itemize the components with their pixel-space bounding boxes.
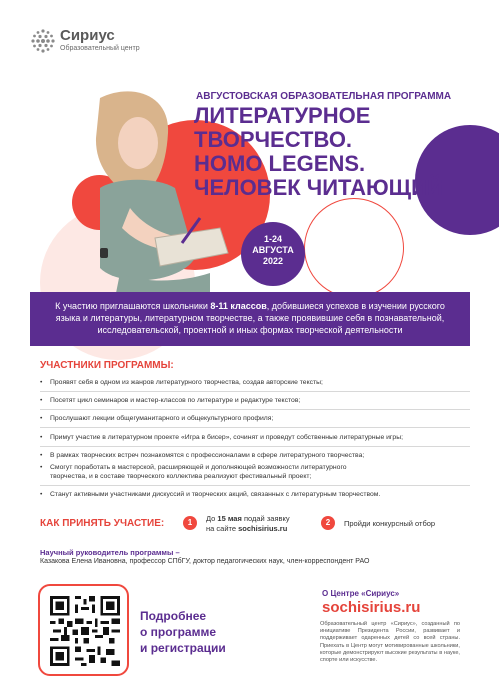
step-2-text: Пройди конкурсный отбор (344, 519, 436, 528)
supervisor-label: Научный руководитель программы – (40, 548, 180, 557)
about-site-link[interactable]: sochisirius.ru (322, 599, 421, 616)
step-1-line2: на сайте (206, 524, 239, 533)
list-divider (40, 446, 470, 447)
title-line: ТВОРЧЕСТВО. (194, 127, 353, 152)
list-divider (40, 427, 470, 428)
list-item: • Прослушают лекции общегуманитарного и общекультурного профиля; (40, 414, 470, 423)
more-line: о программе (140, 625, 217, 639)
step-1-mid: подай заявку (241, 514, 290, 523)
title-line: ЛИТЕРАТУРНОЕ (194, 103, 371, 128)
list-item: • Проявят себя в одном из жанров литературного творчества, создав авторские тексты; (40, 378, 470, 387)
about-label: О Центре «Сириус» (322, 589, 400, 598)
list-divider (40, 409, 470, 410)
date-badge (241, 222, 305, 286)
date-line: АВГУСТА (252, 245, 294, 255)
decor-ring (304, 198, 404, 298)
list-divider (40, 485, 470, 486)
how-to-participate-label: КАК ПРИНЯТЬ УЧАСТИЕ: (40, 518, 165, 529)
list-item: • Смогут поработать в мастерской, расширяющей и дополняющей возможности литературного творчества, и в составе творческого коллектива реализуют фестивальный проект; (40, 463, 370, 481)
more-line: Подробнее (140, 609, 207, 623)
program-label: АВГУСТОВСКАЯ ОБРАЗОВАТЕЛЬНАЯ ПРОГРАММА (196, 91, 452, 102)
date-line: 2022 (262, 256, 284, 266)
qr-frame[interactable] (38, 584, 129, 676)
list-item: • Посетят цикл семинаров и мастер-классов по литературе и редактуре текстов; (40, 396, 470, 405)
title-line: ЧЕЛОВЕК ЧИТАЮЩИЙ (194, 175, 443, 200)
supervisor-text: Казакова Елена Ивановна, профессор СПбГУ, доктор педагогических наук, член-корреспондент РАО (40, 558, 370, 565)
list-item: • Станут активными участниками дискуссий и творческих акций, связанных с литературным творчеством. (40, 490, 470, 499)
step-2-badge: 2 (321, 516, 335, 530)
invite-text-before: К участию приглашаются школьники (55, 301, 211, 311)
about-text: Образовательный центр «Сириус», созданный по инициативе Президента России, развивает и поддерживает одаренных детей со всей страны. Приехать в Центр могут мотивированные школьники, которые демонстрируют высокие результаты в науке, спорте или искусстве. (320, 621, 460, 664)
more-line: и регистрации (140, 641, 226, 655)
invite-text-after: , добившиеся успехов в изучении русского языка и литературы, литературном творчестве, а также проявившие себя в познавательной, исследовательской, проектной и иных формах творческой деятельности (55, 301, 445, 335)
program-title (194, 104, 484, 200)
step-1-pre: До (206, 514, 218, 523)
step-1-site-link[interactable]: sochisirius.ru (238, 524, 288, 533)
logo-name: Сириус (60, 27, 115, 44)
more-info-text (140, 608, 290, 656)
list-divider (40, 391, 470, 392)
list-item: • В рамках творческих встреч познакомятся с профессионалами в сфере литературного творчества; (40, 451, 470, 460)
title-line: HOMO LEGENS. (194, 151, 366, 176)
dots-sphere-icon (30, 28, 56, 54)
step-1-date: 15 мая (217, 514, 242, 523)
list-item: • Примут участие в литературном проекте «Игра в бисер», сочинят и проведут собственные литературные игры; (40, 433, 470, 442)
step-1-badge: 1 (183, 516, 197, 530)
step-1-text (206, 514, 290, 534)
invite-grades: 8-11 классов (210, 301, 267, 311)
logo-subtitle: Образовательный центр (60, 45, 140, 52)
qr-code-icon[interactable] (50, 596, 120, 666)
date-line: 1-24 (263, 234, 282, 244)
participants-header: УЧАСТНИКИ ПРОГРАММЫ: (40, 360, 174, 371)
invitation-band (30, 292, 470, 346)
